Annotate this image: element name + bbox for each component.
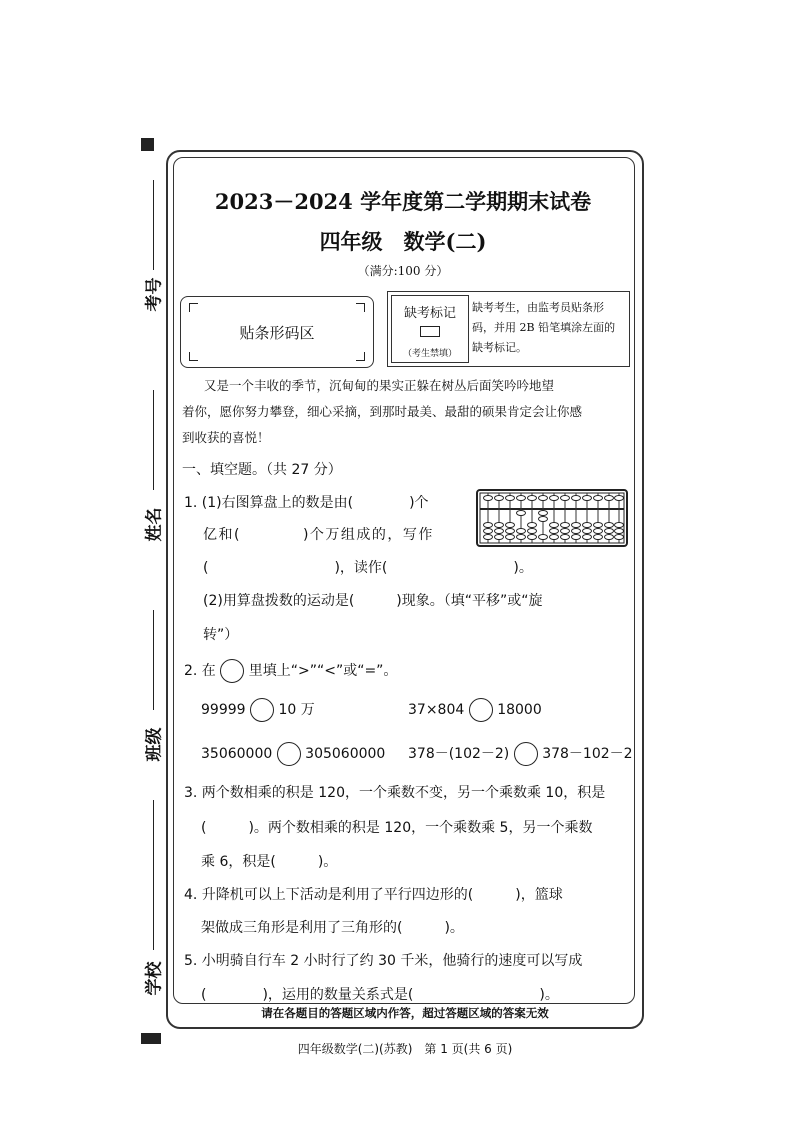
absent-mark-title: 缺考标记	[403, 306, 456, 321]
q2-item-a	[201, 698, 315, 722]
answer-circle-c[interactable]	[277, 742, 301, 766]
corner-bottom-right	[356, 352, 365, 361]
school-label: 学校	[144, 961, 165, 996]
corner-top-right	[356, 303, 365, 312]
q5-line-1: 5. 小明骑自行车 2 小时行了约 30 千米，他骑行的速度可以写成	[184, 953, 583, 969]
absent-instruction: 缺考考生，由监考员贴条形码，并用 2B 铅笔填涂左面的缺考标记。	[472, 301, 616, 354]
q2-item-b	[408, 698, 542, 722]
q2-b-left: 37×804	[408, 702, 465, 718]
page-footer: 四年级数学(二)(苏教) 第 1 页(共 6 页)	[297, 1042, 513, 1056]
absent-mark-note: （考生禁填）	[402, 349, 457, 359]
section-heading: 一、填空题。（共 27 分）	[182, 462, 342, 478]
registration-mark-bottom	[141, 1033, 161, 1044]
q2-c-right: 305060000	[305, 746, 386, 762]
exam-title: 2023－2024 学年度第二学期期末试卷	[214, 189, 592, 214]
q3-line-2: ( )。两个数相乘的积是 120，一个乘数乘 5，另一个乘数	[201, 820, 593, 836]
q2-b-right: 18000	[497, 702, 542, 718]
class-line	[153, 610, 154, 710]
q2-d-right: 378－102－2	[542, 746, 633, 762]
school-line	[153, 800, 154, 950]
q2-item-d	[408, 742, 633, 766]
q4-line-2: 架做成三角形是利用了三角形的( )。	[201, 920, 464, 936]
barcode-area	[180, 296, 374, 368]
q2-item-c	[201, 742, 385, 766]
corner-top-left	[189, 303, 198, 312]
q2-prefix: 2. 在	[184, 663, 216, 679]
registration-mark-top	[141, 138, 154, 151]
q2-d-left: 378－(102－2)	[408, 746, 510, 762]
absent-mark-cell	[391, 295, 469, 363]
answer-circle-b[interactable]	[469, 698, 493, 722]
q1-line-1: 1. (1)右图算盘上的数是由( )个	[184, 495, 429, 511]
q3-line-3: 乘 6，积是( )。	[201, 854, 338, 870]
name-line	[153, 390, 154, 490]
q2-a-right: 10 万	[278, 702, 315, 718]
q1-line-4: (2)用算盘拨数的运动是( )现象。（填“平移”或“旋	[203, 593, 543, 609]
name-label: 姓名	[144, 507, 165, 542]
exam-no-label: 考号	[144, 277, 165, 312]
intro-line-2: 着你，愿你努力攀登，细心采摘，到那时最美、最甜的硕果肯定会让你感	[182, 404, 583, 419]
q2-a-left: 99999	[201, 702, 246, 718]
answer-area-warning: 请在各题目的答题区域内作答，超过答题区域的答案无效	[261, 1006, 549, 1020]
q1-line-2: 亿和( )个万组成的，写作	[203, 527, 434, 543]
answer-circle-d[interactable]	[514, 742, 538, 766]
absent-mark-checkbox[interactable]	[420, 326, 440, 337]
exam-subtitle: 四年级 数学(二)	[319, 229, 487, 254]
barcode-label: 贴条形码区	[239, 324, 315, 342]
exam-no-line	[153, 180, 154, 270]
q5-line-2: ( )，运用的数量关系式是( )。	[201, 987, 559, 1003]
q2-instruction: 里填上“>”“<”或“=”。	[248, 663, 398, 679]
intro-line-3: 到收获的喜悦！	[182, 430, 270, 445]
q4-line-1: 4. 升降机可以上下活动是利用了平行四边形的( )，篮球	[184, 887, 563, 903]
q3-line-1: 3. 两个数相乘的积是 120，一个乘数不变，另一个乘数乘 10，积是	[184, 785, 606, 801]
page-frame-inner	[173, 157, 635, 1004]
corner-bottom-left	[189, 352, 198, 361]
intro-line-1: 又是一个丰收的季节，沉甸甸的果实正躲在树丛后面笑吟吟地望	[204, 378, 555, 393]
q1-line-5: 转”）	[203, 627, 239, 643]
full-score: （满分:100 分）	[357, 264, 449, 278]
compare-circle-icon	[220, 659, 244, 683]
answer-circle-a[interactable]	[250, 698, 274, 722]
class-label: 班级	[144, 727, 165, 762]
abacus-image	[476, 489, 628, 547]
q2-c-left: 35060000	[201, 746, 273, 762]
q1-line-3: ( )，读作( )。	[203, 560, 533, 576]
absent-mark-box	[387, 291, 630, 367]
intro-text	[182, 373, 628, 451]
q2-line-1	[184, 659, 397, 683]
